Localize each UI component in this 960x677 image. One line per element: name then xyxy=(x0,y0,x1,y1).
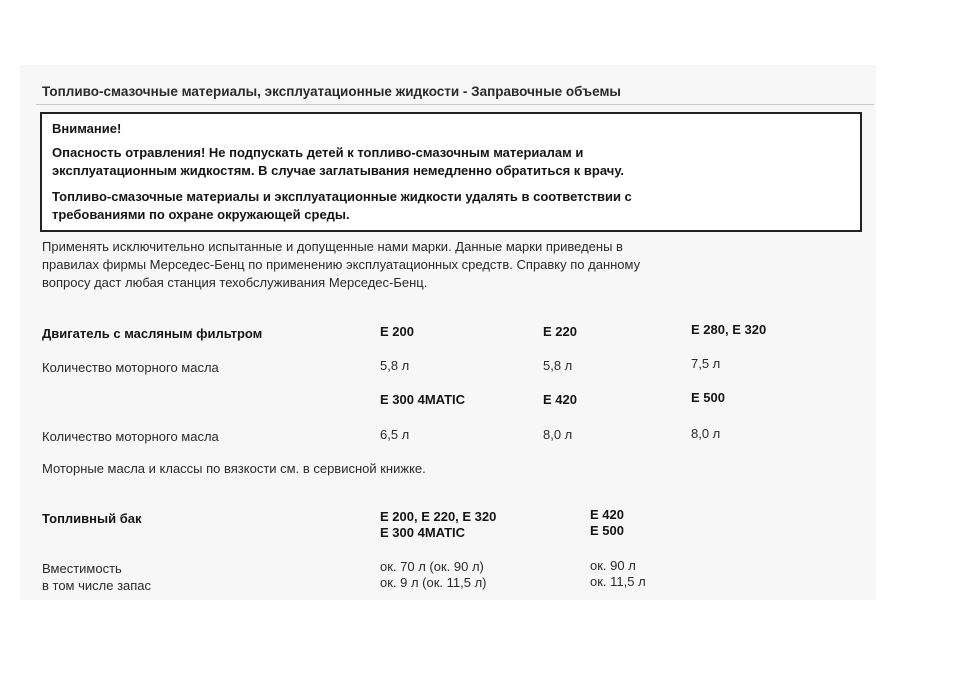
page-title: Топливо-смазочные материалы, эксплуатационные жидкости - Заправочные объемы xyxy=(42,84,621,99)
tank-model: E 500 xyxy=(590,523,624,538)
tank-capacity-value: ок. 70 л (ок. 90 л) xyxy=(380,559,484,574)
oil-quantity-value: 8,0 л xyxy=(691,426,721,441)
warning-text-line: требованиями по охране окружающей среды. xyxy=(52,207,350,222)
tank-model: E 200, E 220, E 320 xyxy=(380,509,497,524)
tank-reserve-value: ок. 9 л (ок. 11,5 л) xyxy=(380,575,487,590)
engine-model: E 300 4MATIC xyxy=(380,392,466,407)
engine-header: Двигатель с масляным фильтром xyxy=(42,326,263,341)
oil-quantity-label: Количество моторного масла xyxy=(42,429,219,444)
engine-model: E 200 xyxy=(380,324,414,339)
oil-quantity-value: 8,0 л xyxy=(543,427,573,442)
engine-model: E 420 xyxy=(543,392,577,407)
engine-model: E 280, E 320 xyxy=(691,322,767,337)
warning-box xyxy=(40,112,862,232)
tank-reserve-value: ок. 11,5 л xyxy=(590,574,646,589)
tank-header: Топливный бак xyxy=(42,511,142,526)
tank-reserve-label: в том числе запас xyxy=(42,578,152,593)
engine-model: E 500 xyxy=(691,390,725,405)
warning-text-line: Топливо-смазочные материалы и эксплуатационные жидкости удалять в соответствии с xyxy=(52,189,632,204)
oil-quantity-label: Количество моторного масла xyxy=(42,360,219,375)
tank-capacity-label: Вместимость xyxy=(42,561,122,576)
intro-text-line: вопросу даст любая станция техобслуживания Мерседес-Бенц. xyxy=(42,275,428,290)
tank-model: E 420 xyxy=(590,507,624,522)
title-divider xyxy=(36,104,874,105)
warning-heading: Внимание! xyxy=(52,121,122,136)
warning-text-line: Опасность отравления! Не подпускать детей к топливо-смазочным материалам и xyxy=(52,145,584,160)
engine-model: E 220 xyxy=(543,324,577,339)
oil-quantity-value: 6,5 л xyxy=(380,427,410,442)
oil-note: Моторные масла и классы по вязкости см. в сервисной книжке. xyxy=(42,461,426,476)
intro-text-line: Применять исключительно испытанные и допущенные нами марки. Данные марки приведены в xyxy=(42,239,623,254)
tank-model: E 300 4MATIC xyxy=(380,525,466,540)
tank-capacity-value: ок. 90 л xyxy=(590,558,636,573)
oil-quantity-value: 5,8 л xyxy=(543,358,573,373)
warning-text-line: эксплуатационным жидкостям. В случае заглатывания немедленно обратиться к врачу. xyxy=(52,163,625,178)
intro-text-line: правилах фирмы Мерседес-Бенц по применению эксплуатационных средств. Справку по данному xyxy=(42,257,641,272)
oil-quantity-value: 5,8 л xyxy=(380,358,410,373)
oil-quantity-value: 7,5 л xyxy=(691,356,721,371)
